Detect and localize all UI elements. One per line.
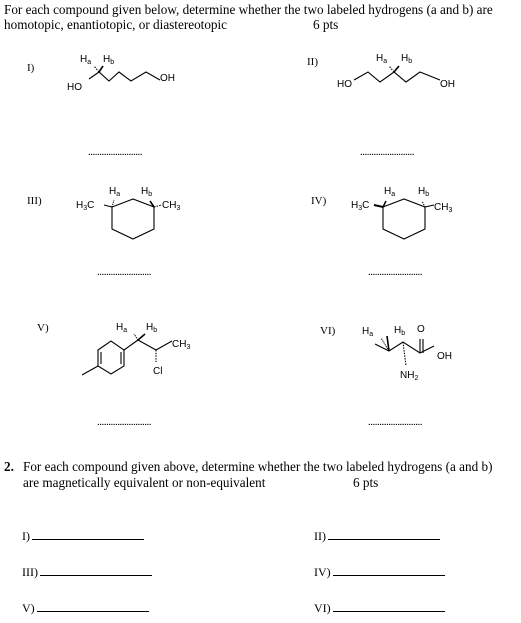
answer-line-2-label: II): [314, 529, 326, 543]
structure-6-nh2: $NH_2$: [400, 370, 419, 382]
answer-line-6[interactable]: [314, 600, 445, 616]
answer-line-3[interactable]: [22, 564, 152, 580]
structure-5: [82, 322, 190, 377]
structure-6-o: O: [417, 324, 425, 335]
question-2-number: 2.: [4, 459, 14, 474]
answer-blank-2[interactable]: ........................: [360, 146, 414, 158]
compound-label-3: III): [27, 195, 42, 207]
compound-label-6: VI): [320, 325, 336, 337]
compound-label-5: V): [37, 322, 49, 334]
answer-line-5-label: V): [22, 601, 35, 615]
question-1-line-2: homotopic, enantiotopic, or diastereotopic: [4, 17, 228, 32]
question-2-points: 6 pts: [353, 475, 379, 490]
answer-line-4[interactable]: [314, 564, 445, 580]
compound-label-1: I): [27, 62, 35, 74]
answer-line-2-field[interactable]: [328, 528, 440, 540]
structure-1: [67, 54, 175, 93]
compound-label-4: IV): [311, 195, 327, 207]
structure-4-h-a: $H_a$: [384, 186, 396, 198]
structure-1-oh: OH: [160, 73, 175, 84]
structure-3: [76, 186, 180, 239]
compound-label-2: II): [307, 56, 318, 68]
structure-2-h-a: $H_a$: [376, 53, 388, 65]
structure-2-ho: HO: [337, 79, 352, 90]
question-2-line-2: are magnetically equivalent or non-equivalent: [23, 475, 266, 490]
structure-5-ch3: $CH_3$: [172, 339, 191, 351]
structure-6-oh: OH: [437, 351, 452, 362]
structure-3-ch3: $CH_3$: [162, 200, 181, 212]
structure-2: [337, 53, 455, 90]
answer-line-6-label: VI): [314, 601, 331, 615]
answer-line-3-label: III): [22, 565, 38, 579]
structure-4-h3c: $H_3C$: [351, 200, 370, 212]
structure-6-h-b: $H_b$: [394, 325, 406, 337]
answer-blank-1[interactable]: ........................: [88, 146, 142, 158]
structure-4: [351, 186, 452, 239]
answer-line-4-field[interactable]: [333, 564, 445, 576]
structure-5-h-a: $H_a$: [116, 322, 128, 334]
structure-3-h-b: $H_b$: [141, 186, 153, 198]
structure-6-h-a: $H_a$: [362, 326, 374, 338]
structure-4-h-b: $H_b$: [418, 186, 430, 198]
answer-line-4-label: IV): [314, 565, 331, 579]
answer-line-6-field[interactable]: [333, 600, 445, 612]
question-1-points: 6 pts: [313, 17, 339, 32]
structure-1-h-a: $H_a$: [80, 54, 92, 66]
question-2-line-1: For each compound given above, determine whether the two labeled hydrogens (a and b): [23, 459, 493, 474]
answer-line-5[interactable]: [22, 600, 149, 616]
structure-1-ho: HO: [67, 82, 82, 93]
question-1-line-1: For each compound given below, determine whether the two labeled hydrogens (a and b) are: [4, 2, 493, 17]
answer-blank-3[interactable]: ........................: [97, 266, 151, 278]
structure-4-ch3: $CH_3$: [434, 202, 453, 214]
answer-line-1[interactable]: [22, 528, 144, 544]
structure-5-cl: Cl: [153, 366, 163, 377]
answer-blank-5[interactable]: ........................: [97, 416, 151, 428]
answer-line-1-field[interactable]: [32, 528, 144, 540]
answer-blank-6[interactable]: ........................: [368, 416, 422, 428]
structure-6: [362, 324, 452, 382]
structure-3-h3c: $H_3C$: [76, 200, 95, 212]
structure-2-oh: OH: [440, 79, 455, 90]
structure-1-h-b: $H_b$: [103, 54, 115, 66]
answer-line-2[interactable]: [314, 528, 440, 544]
answer-line-3-field[interactable]: [40, 564, 152, 576]
structure-3-h-a: $H_a$: [109, 186, 121, 198]
answer-line-5-field[interactable]: [37, 600, 149, 612]
structure-5-h-b: $H_b$: [146, 322, 158, 334]
structure-2-h-b: $H_b$: [401, 53, 413, 65]
answer-blank-4[interactable]: ........................: [368, 266, 422, 278]
answer-line-1-label: I): [22, 529, 30, 543]
